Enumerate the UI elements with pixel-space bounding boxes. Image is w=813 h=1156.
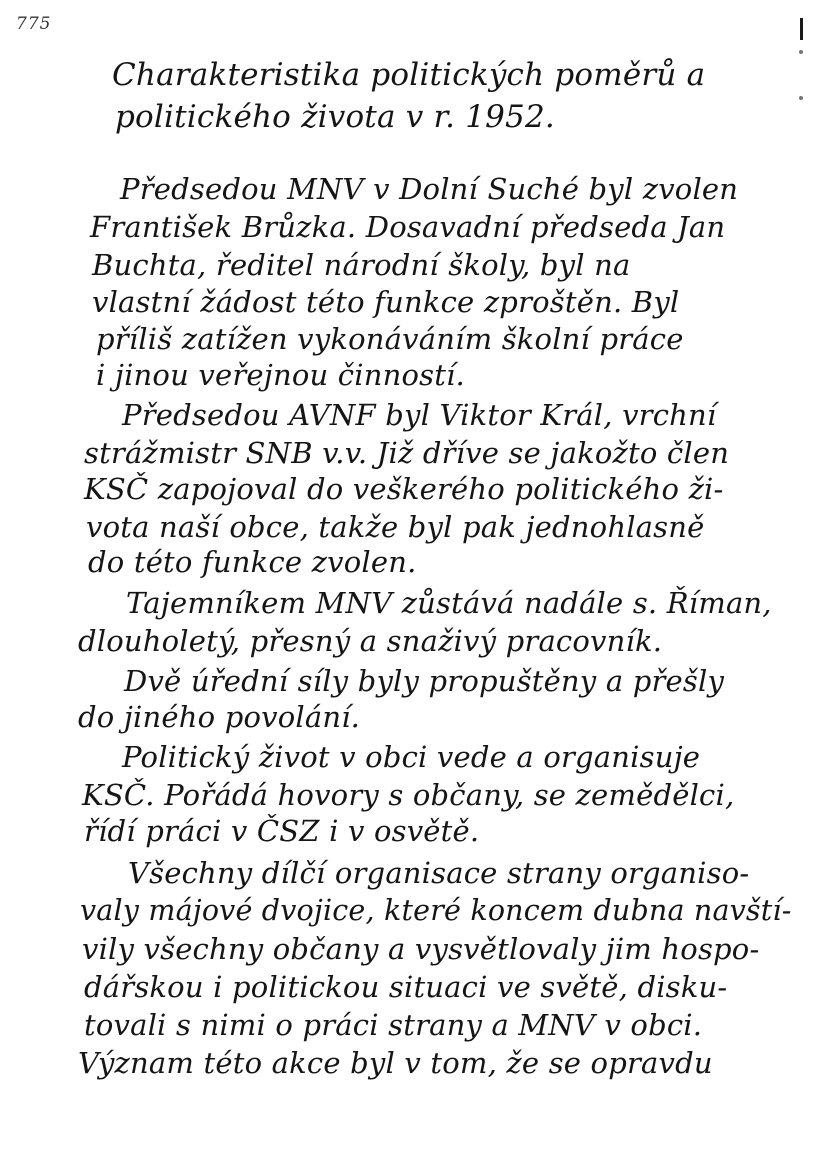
- body-line: tovali s nimi o práci strany a MNV v obci.: [84, 1008, 703, 1042]
- body-line: vota naší obce, takže byl pak jednohlasně: [86, 510, 705, 544]
- title-line: politického života v r. 1952.: [115, 99, 555, 135]
- body-line: dlouholetý, přesný a snaživý pracovník.: [78, 624, 663, 658]
- body-line: strážmistr SNB v.v. Již dříve se jakožto člen: [84, 436, 730, 470]
- body-line: vily všechny občany a vysvětlovaly jim hospo-: [82, 932, 760, 966]
- body-line: Předsedou AVNF byl Viktor Král, vrchní: [122, 398, 717, 432]
- body-line: příliš zatížen vykonáváním školní práce: [96, 322, 684, 356]
- body-line: i jinou veřejnou činností.: [96, 358, 465, 392]
- body-line: dářskou i politickou situaci ve světě, disku-: [84, 970, 728, 1004]
- margin-dot: [799, 96, 803, 100]
- body-line: Všechny dílčí organisace strany organiso-: [128, 856, 750, 890]
- margin-dot: [799, 50, 803, 54]
- body-line: vlastní žádost této funkce zproštěn. Byl: [92, 285, 680, 319]
- body-line: Politický život v obci vede a organisuje: [122, 740, 701, 774]
- body-line: Tajemníkem MNV zůstává nadále s. Říman,: [126, 586, 772, 620]
- body-line: KSČ. Pořádá hovory s občany, se zemědělci,: [82, 778, 735, 812]
- body-line: Dvě úřední síly byly propuštěny a přešly: [124, 664, 725, 698]
- title-line: Charakteristika politických poměrů a: [112, 57, 706, 93]
- body-line: František Brůzka. Dosavadní předseda Jan: [90, 210, 726, 244]
- body-line: KSČ zapojoval do veškerého politického ži-: [84, 472, 724, 506]
- margin-mark: [800, 18, 803, 40]
- body-line: Předsedou MNV v Dolní Suché byl zvolen: [120, 172, 739, 206]
- body-line: do této funkce zvolen.: [88, 545, 417, 579]
- body-line: Buchta, ředitel národní školy, byl na: [92, 248, 631, 282]
- body-line: do jiného povolání.: [78, 700, 361, 734]
- body-line: řídí práci v ČSZ i v osvětě.: [84, 814, 480, 848]
- page-number: 775: [16, 14, 52, 34]
- body-line: Význam této akce byl v tom, že se opravdu: [78, 1046, 713, 1080]
- body-line: valy májové dvojice, které koncem dubna navští-: [80, 894, 792, 927]
